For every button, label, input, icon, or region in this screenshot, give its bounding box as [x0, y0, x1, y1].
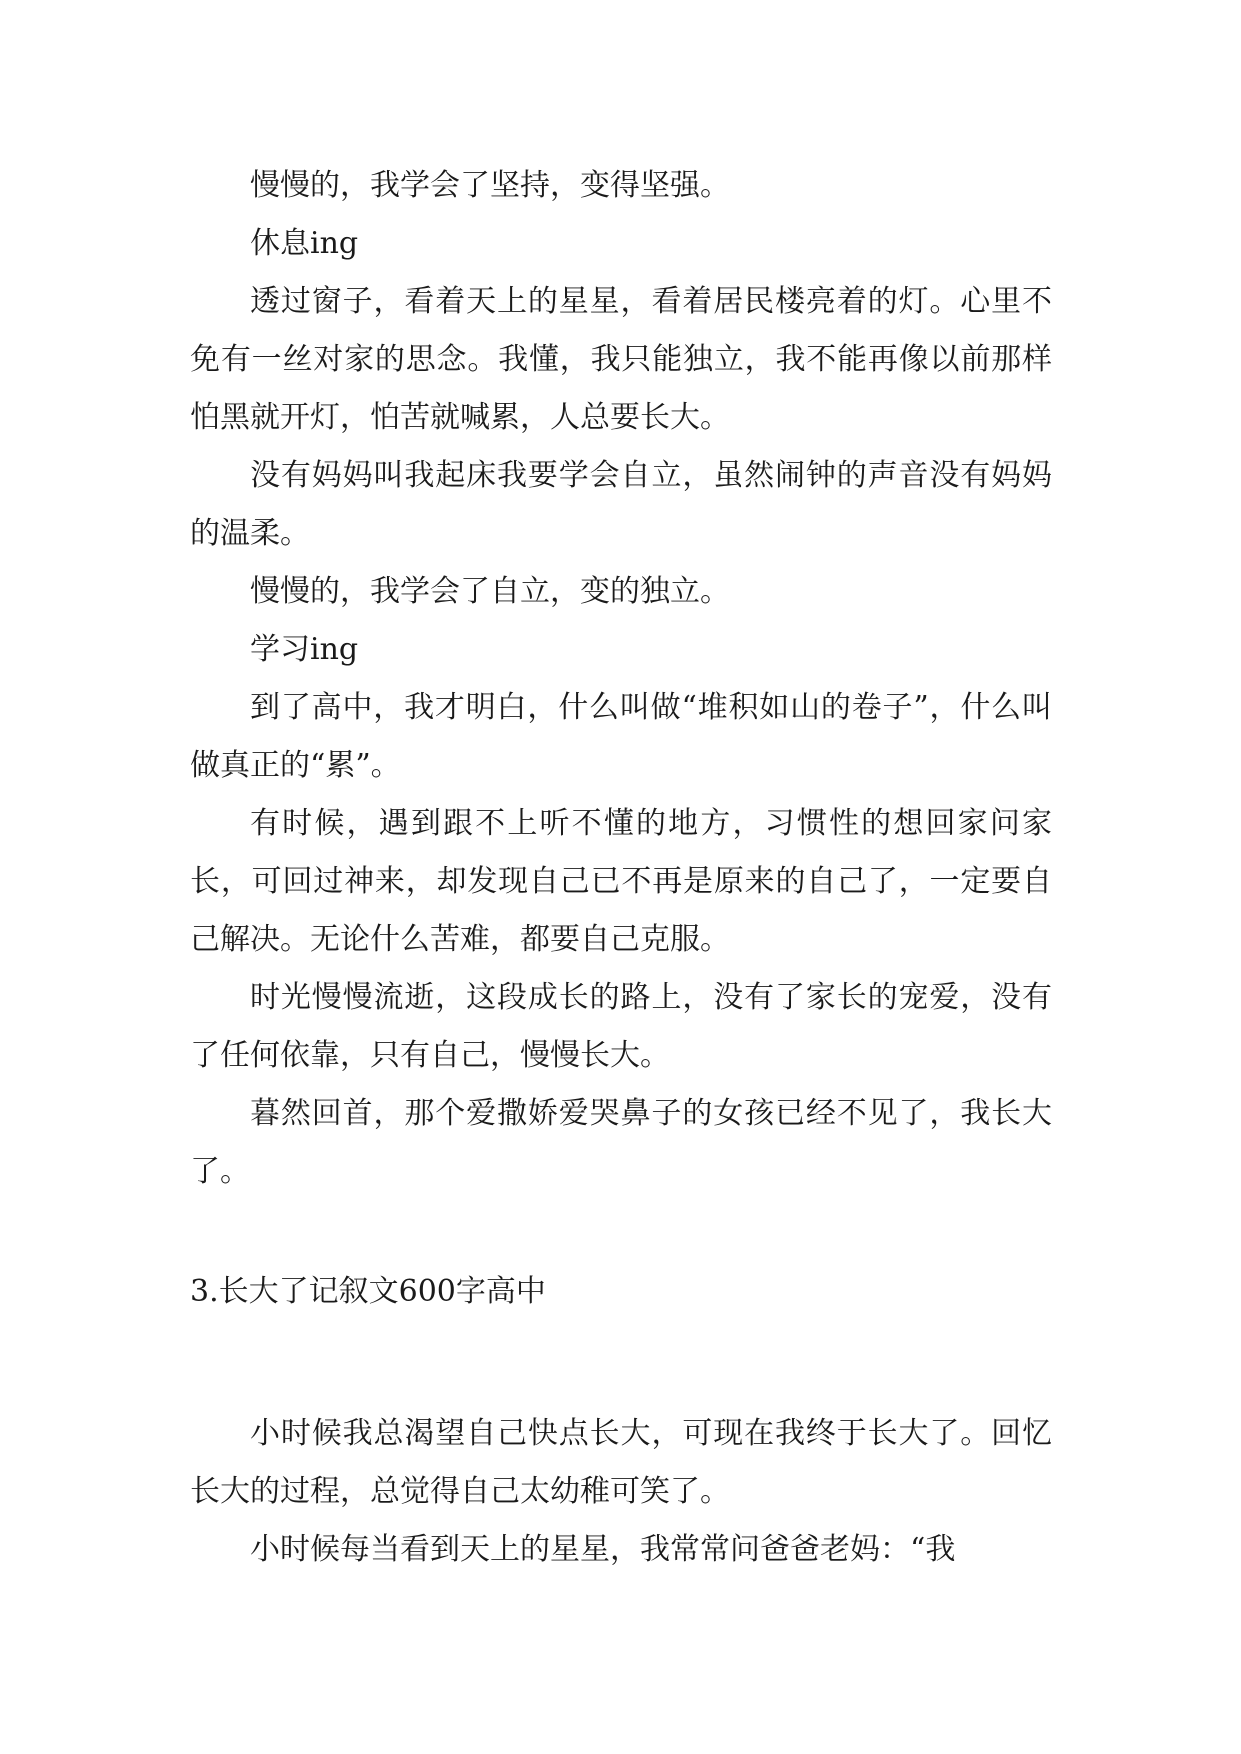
paragraph: 暮然回首，那个爱撒娇爱哭鼻子的女孩已经不见了，我长大了。 — [190, 1096, 1052, 1189]
paragraph: 学习ing — [250, 632, 359, 667]
paragraph: 小时候每当看到天上的星星，我常常问爸爸老妈：“我 — [250, 1532, 956, 1567]
paragraph: 慢慢的，我学会了自立，变的独立。 — [250, 574, 730, 609]
paragraph: 透过窗子，看着天上的星星，看着居民楼亮着的灯。心里不免有一丝对家的思念。我懂，我只能独立，我不能再像以前那样怕黑就开灯，怕苦就喊累，人总要长大。 — [190, 284, 1052, 435]
paragraph: 没有妈妈叫我起床我要学会自立，虽然闹钟的声音没有妈妈的温柔。 — [190, 458, 1052, 551]
essay-body-section-3 — [190, 1405, 1052, 1579]
paragraph: 小时候我总渴望自己快点长大，可现在我终于长大了。回忆长大的过程，总觉得自己太幼稚可笑了。 — [190, 1416, 1052, 1509]
paragraph: 慢慢的，我学会了坚持，变得坚强。 — [250, 168, 730, 203]
essay-body-continued — [190, 157, 1052, 1201]
paragraph: 有时候，遇到跟不上听不懂的地方，习惯性的想回家问家长，可回过神来，却发现自己已不再是原来的自己了，一定要自己解决。无论什么苦难，都要自己克服。 — [190, 806, 1052, 957]
paragraph: 时光慢慢流逝，这段成长的路上，没有了家长的宠爱，没有了任何依靠，只有自己，慢慢长大。 — [190, 980, 1052, 1073]
paragraph: 到了高中，我才明白，什么叫做“堆积如山的卷子”，什么叫做真正的“累”。 — [190, 690, 1052, 783]
paragraph: 休息ing — [250, 226, 359, 261]
section-heading: 3.长大了记叙文600字高中 — [190, 1274, 546, 1309]
